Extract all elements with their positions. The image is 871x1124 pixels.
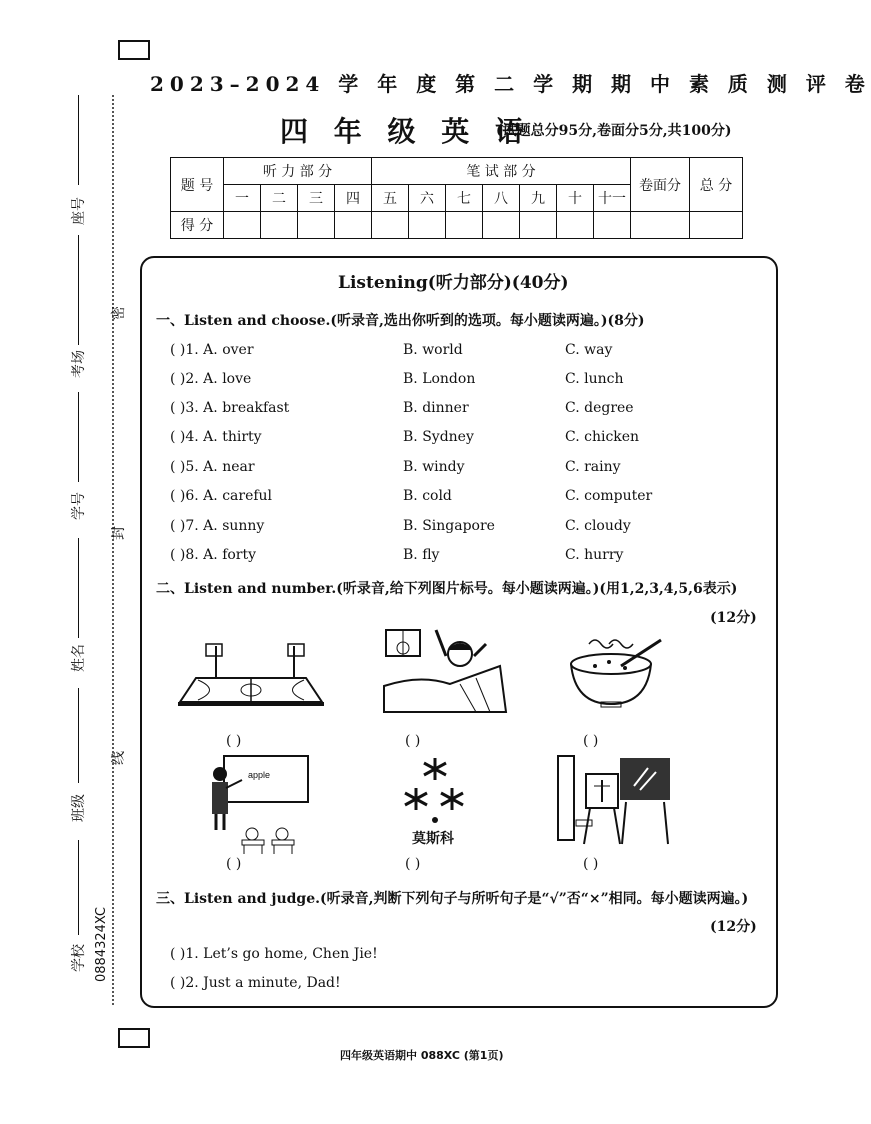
row-label-score: 得 分: [171, 212, 224, 239]
name-line: [78, 538, 79, 638]
section3-points: (12分): [710, 919, 757, 935]
question-a: ( )3. A. breakfast: [170, 400, 290, 416]
score-table: [170, 157, 743, 239]
question-a: ( )5. A. near: [170, 459, 255, 475]
exam-room-label: 考场: [71, 350, 87, 378]
corner-marker-top: [118, 40, 150, 60]
score-cell[interactable]: [298, 212, 335, 239]
question-a: ( )4. A. thirty: [170, 429, 262, 445]
option-c: C. degree: [565, 400, 634, 416]
soup-bowl-picture: [565, 632, 665, 712]
class-line: [78, 688, 79, 783]
listening-header: 听 力 部 分: [224, 158, 372, 185]
q-number: 三: [298, 185, 335, 212]
judge-item: ( )2. Just a minute, Dad!: [170, 975, 341, 991]
score-cell[interactable]: [520, 212, 557, 239]
option-b: B. cold: [403, 488, 452, 504]
option-b: B. dinner: [403, 400, 469, 416]
answer-blank[interactable]: ( ): [405, 733, 421, 749]
q-number: 一: [224, 185, 261, 212]
q-number: 八: [483, 185, 520, 212]
exam-room-line: [78, 235, 79, 345]
score-cell[interactable]: [224, 212, 261, 239]
score-cell[interactable]: [557, 212, 594, 239]
option-b: B. London: [403, 371, 476, 387]
section3-title: 三、Listen and judge.(听录音,判断下列句子与所听句子是“√”否“×”相同。每小题读两遍。): [156, 891, 749, 907]
answer-blank[interactable]: ( ): [226, 856, 242, 872]
neat-score-header: 卷面分: [631, 158, 690, 212]
school-label: 学校: [71, 944, 87, 972]
option-c: C. lunch: [565, 371, 624, 387]
answer-blank[interactable]: ( ): [405, 856, 421, 872]
question-a: ( )2. A. love: [170, 371, 252, 387]
snow-picture: [402, 756, 468, 826]
score-cell[interactable]: [483, 212, 520, 239]
q-number: 十: [557, 185, 594, 212]
written-header: 笔 试 部 分: [372, 158, 631, 185]
answer-blank[interactable]: ( ): [583, 733, 599, 749]
seal-mark-1: 密: [111, 306, 127, 320]
option-b: B. world: [403, 342, 463, 358]
binding-line: [112, 95, 114, 1005]
total-header: 总 分: [690, 158, 743, 212]
score-cell[interactable]: [594, 212, 631, 239]
section1-title: 一、Listen and choose.(听录音,选出你听到的选项。每小题读两遍。)(8分): [156, 313, 645, 329]
option-c: C. cloudy: [565, 518, 631, 534]
section2-title: 二、Listen and number.(听录音,给下列图片标号。每小题读两遍。)(用1,2,3,4,5,6表示): [156, 581, 738, 597]
row-label-number: 题 号: [171, 158, 224, 212]
waking-up-picture: [380, 626, 510, 716]
seat-line: [78, 95, 79, 185]
score-cell[interactable]: [409, 212, 446, 239]
question-a: ( )1. A. over: [170, 342, 254, 358]
q-number: 十一: [594, 185, 631, 212]
q-number: 九: [520, 185, 557, 212]
judge-item: ( )1. Let’s go home, Chen Jie!: [170, 946, 378, 962]
listening-title: Listening(听力部分)(40分): [338, 273, 569, 293]
score-cell[interactable]: [335, 212, 372, 239]
q-number: 六: [409, 185, 446, 212]
class-label: 班级: [71, 794, 87, 822]
q-number: 七: [446, 185, 483, 212]
option-c: C. rainy: [565, 459, 621, 475]
question-a: ( )8. A. forty: [170, 547, 257, 563]
school-line: [78, 840, 79, 935]
question-a: ( )6. A. careful: [170, 488, 273, 504]
section2-points: (12分): [710, 610, 757, 626]
student-no-line: [78, 392, 79, 482]
seat-label: 座号: [71, 197, 87, 225]
question-a: ( )7. A. sunny: [170, 518, 265, 534]
score-note: (试题总分95分,卷面分5分,共100分): [496, 123, 732, 139]
option-b: B. windy: [403, 459, 465, 475]
seal-mark-3: 线: [111, 751, 127, 765]
option-c: C. hurry: [565, 547, 624, 563]
subject-title: 四 年 级 英 语: [280, 115, 531, 148]
english-class-picture: [208, 752, 312, 856]
apple-board-label: apple: [248, 770, 271, 780]
q-number: 五: [372, 185, 409, 212]
answer-blank[interactable]: ( ): [583, 856, 599, 872]
option-c: C. way: [565, 342, 613, 358]
score-cell[interactable]: [690, 212, 743, 239]
student-no-label: 学号: [71, 492, 87, 520]
q-number: 四: [335, 185, 372, 212]
score-cell[interactable]: [446, 212, 483, 239]
seal-mark-2: 封: [111, 526, 127, 540]
option-b: B. Sydney: [403, 429, 474, 445]
q-number: 二: [261, 185, 298, 212]
page-footer: 四年级英语期中 088XC (第1页): [340, 1049, 504, 1062]
option-c: C. computer: [565, 488, 653, 504]
basketball-court-picture: [176, 638, 326, 708]
option-b: B. fly: [403, 547, 440, 563]
score-cell[interactable]: [631, 212, 690, 239]
corner-marker-bottom: [118, 1028, 150, 1048]
option-c: C. chicken: [565, 429, 640, 445]
art-room-picture: [556, 752, 674, 848]
exam-title: 2023–2024 学 年 度 第 二 学 期 期 中 素 质 测 评 卷: [150, 72, 871, 96]
score-cell[interactable]: [372, 212, 409, 239]
paper-code: 0884324XC: [94, 907, 109, 982]
answer-blank[interactable]: ( ): [226, 733, 242, 749]
name-label: 姓名: [71, 644, 87, 672]
score-cell[interactable]: [261, 212, 298, 239]
moscow-label: 莫斯科: [412, 831, 454, 847]
option-b: B. Singapore: [403, 518, 495, 534]
